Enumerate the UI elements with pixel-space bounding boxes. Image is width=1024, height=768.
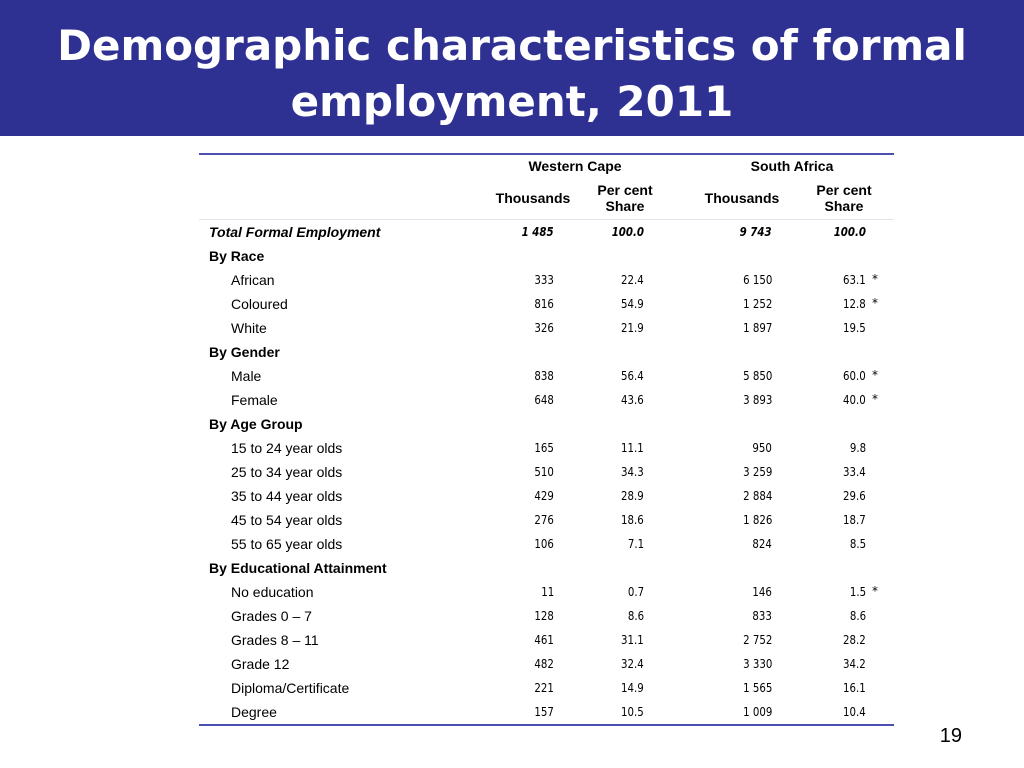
wc-thousands-cell: 1 485 [522,225,554,239]
wc-share-cell: 18.6 [621,513,644,527]
sa-share-cell: 60.0 [843,369,866,383]
slide-title-line-2: employment, 2011 [290,77,734,126]
row-label: White [231,320,267,336]
table-row [199,532,894,556]
sa-thousands-cell: 1 897 [742,321,772,335]
wc-share-cell: 22.4 [621,273,644,287]
wc-thousands-cell: 838 [534,369,554,383]
sa-share-cell: 8.6 [849,609,866,623]
significance-flag: * [872,272,878,286]
table-top-rule [199,153,894,155]
column-header-wc-share-line-2: Share [605,198,645,214]
table-bottom-rule [199,724,894,726]
column-header-wc-share-line-1: Per cent [597,182,653,198]
column-header-sa-share-line-1: Per cent [816,182,872,198]
wc-share-cell: 11.1 [621,441,644,455]
group-header-south-africa: South Africa [750,158,834,174]
column-header-sa-share [804,182,884,214]
wc-share-cell: 100.0 [611,225,644,239]
row-label: 55 to 65 year olds [231,536,343,552]
row-label: Total Formal Employment [209,224,381,240]
row-label: Grades 0 – 7 [231,608,312,624]
table-row [199,292,894,316]
wc-share-cell: 14.9 [621,681,644,695]
wc-thousands-cell: 333 [534,273,554,287]
table-row [199,460,894,484]
wc-share-cell: 54.9 [621,297,644,311]
sa-thousands-cell: 833 [752,609,772,623]
sa-thousands-cell: 146 [752,585,772,599]
sa-share-cell: 16.1 [843,681,866,695]
sa-share-cell: 12.8 [843,297,866,311]
wc-thousands-cell: 11 [541,585,554,599]
row-label: Grades 8 – 11 [231,632,319,648]
sa-thousands-cell: 5 850 [742,369,772,383]
wc-thousands-cell: 128 [534,609,554,623]
row-label: 35 to 44 year olds [231,488,343,504]
sa-thousands-cell: 6 150 [742,273,772,287]
wc-thousands-cell: 816 [534,297,554,311]
row-label: Coloured [231,296,288,312]
group-header-western-cape: Western Cape [528,158,622,174]
wc-share-cell: 28.9 [621,489,644,503]
column-header-wc-thousands: Thousands [495,190,571,206]
sa-thousands-cell: 3 893 [742,393,772,407]
table-row [199,652,894,676]
sa-thousands-cell: 1 252 [742,297,772,311]
wc-thousands-cell: 221 [534,681,554,695]
total-row [199,220,894,244]
row-label: African [231,272,275,288]
row-label: Grade 12 [231,656,290,672]
wc-share-cell: 8.6 [627,609,644,623]
section-row [199,412,894,436]
sa-share-cell: 19.5 [843,321,866,335]
wc-thousands-cell: 157 [534,705,554,719]
table-row [199,676,894,700]
wc-share-cell: 34.3 [621,465,644,479]
wc-share-cell: 21.9 [621,321,644,335]
sa-share-cell: 18.7 [843,513,866,527]
sa-share-cell: 33.4 [843,465,866,479]
wc-share-cell: 32.4 [621,657,644,671]
section-row [199,556,894,580]
table-row [199,388,894,412]
wc-thousands-cell: 326 [534,321,554,335]
wc-share-cell: 7.1 [627,537,644,551]
table-row [199,436,894,460]
row-label: No education [231,584,314,600]
column-header-wc-share [585,182,665,214]
sa-share-cell: 8.5 [849,537,866,551]
significance-flag: * [872,392,878,406]
sa-share-cell: 9.8 [849,441,866,455]
section-row [199,244,894,268]
wc-thousands-cell: 510 [534,465,554,479]
section-label: By Gender [209,344,280,360]
section-label: By Race [209,248,265,264]
row-label: 15 to 24 year olds [231,440,343,456]
table-row [199,604,894,628]
wc-share-cell: 43.6 [621,393,644,407]
section-label: By Educational Attainment [209,560,387,576]
table-row [199,580,894,604]
table-row [199,508,894,532]
sa-thousands-cell: 2 752 [742,633,772,647]
sa-thousands-cell: 2 884 [742,489,772,503]
sa-share-cell: 34.2 [843,657,866,671]
table-row [199,700,894,724]
sa-thousands-cell: 3 259 [742,465,772,479]
table-row [199,268,894,292]
sa-share-cell: 100.0 [833,225,866,239]
wc-thousands-cell: 276 [534,513,554,527]
sa-thousands-cell: 3 330 [742,657,772,671]
wc-thousands-cell: 106 [534,537,554,551]
row-label: Male [231,368,262,384]
wc-thousands-cell: 429 [534,489,554,503]
table-row [199,484,894,508]
sa-thousands-cell: 1 826 [742,513,772,527]
sa-share-cell: 1.5 [849,585,866,599]
wc-share-cell: 0.7 [627,585,644,599]
wc-thousands-cell: 648 [534,393,554,407]
section-row [199,340,894,364]
row-label: 25 to 34 year olds [231,464,343,480]
table-row [199,628,894,652]
wc-thousands-cell: 482 [534,657,554,671]
table-row [199,364,894,388]
wc-share-cell: 10.5 [621,705,644,719]
row-label: Female [231,392,278,408]
sa-share-cell: 63.1 [843,273,866,287]
sa-share-cell: 10.4 [843,705,866,719]
section-label: By Age Group [209,416,303,432]
sa-share-cell: 28.2 [843,633,866,647]
sa-thousands-cell: 1 009 [742,705,772,719]
wc-thousands-cell: 461 [534,633,554,647]
slide-title [0,18,1024,130]
column-header-sa-share-line-2: Share [824,198,864,214]
wc-share-cell: 31.1 [621,633,644,647]
sa-thousands-cell: 1 565 [742,681,772,695]
slide-title-line-1: Demographic characteristics of formal [57,21,967,70]
sa-share-cell: 29.6 [843,489,866,503]
row-label: Degree [231,704,277,720]
significance-flag: * [872,296,878,310]
wc-share-cell: 56.4 [621,369,644,383]
sa-share-cell: 40.0 [843,393,866,407]
column-header-sa-thousands: Thousands [704,190,780,206]
row-label: 45 to 54 year olds [231,512,343,528]
page-number: 19 [939,725,962,747]
significance-flag: * [872,368,878,382]
sa-thousands-cell: 9 743 [740,225,772,239]
sa-thousands-cell: 950 [752,441,772,455]
table-row [199,316,894,340]
row-label: Diploma/Certificate [231,680,350,696]
sa-thousands-cell: 824 [752,537,772,551]
significance-flag: * [872,584,878,598]
wc-thousands-cell: 165 [534,441,554,455]
